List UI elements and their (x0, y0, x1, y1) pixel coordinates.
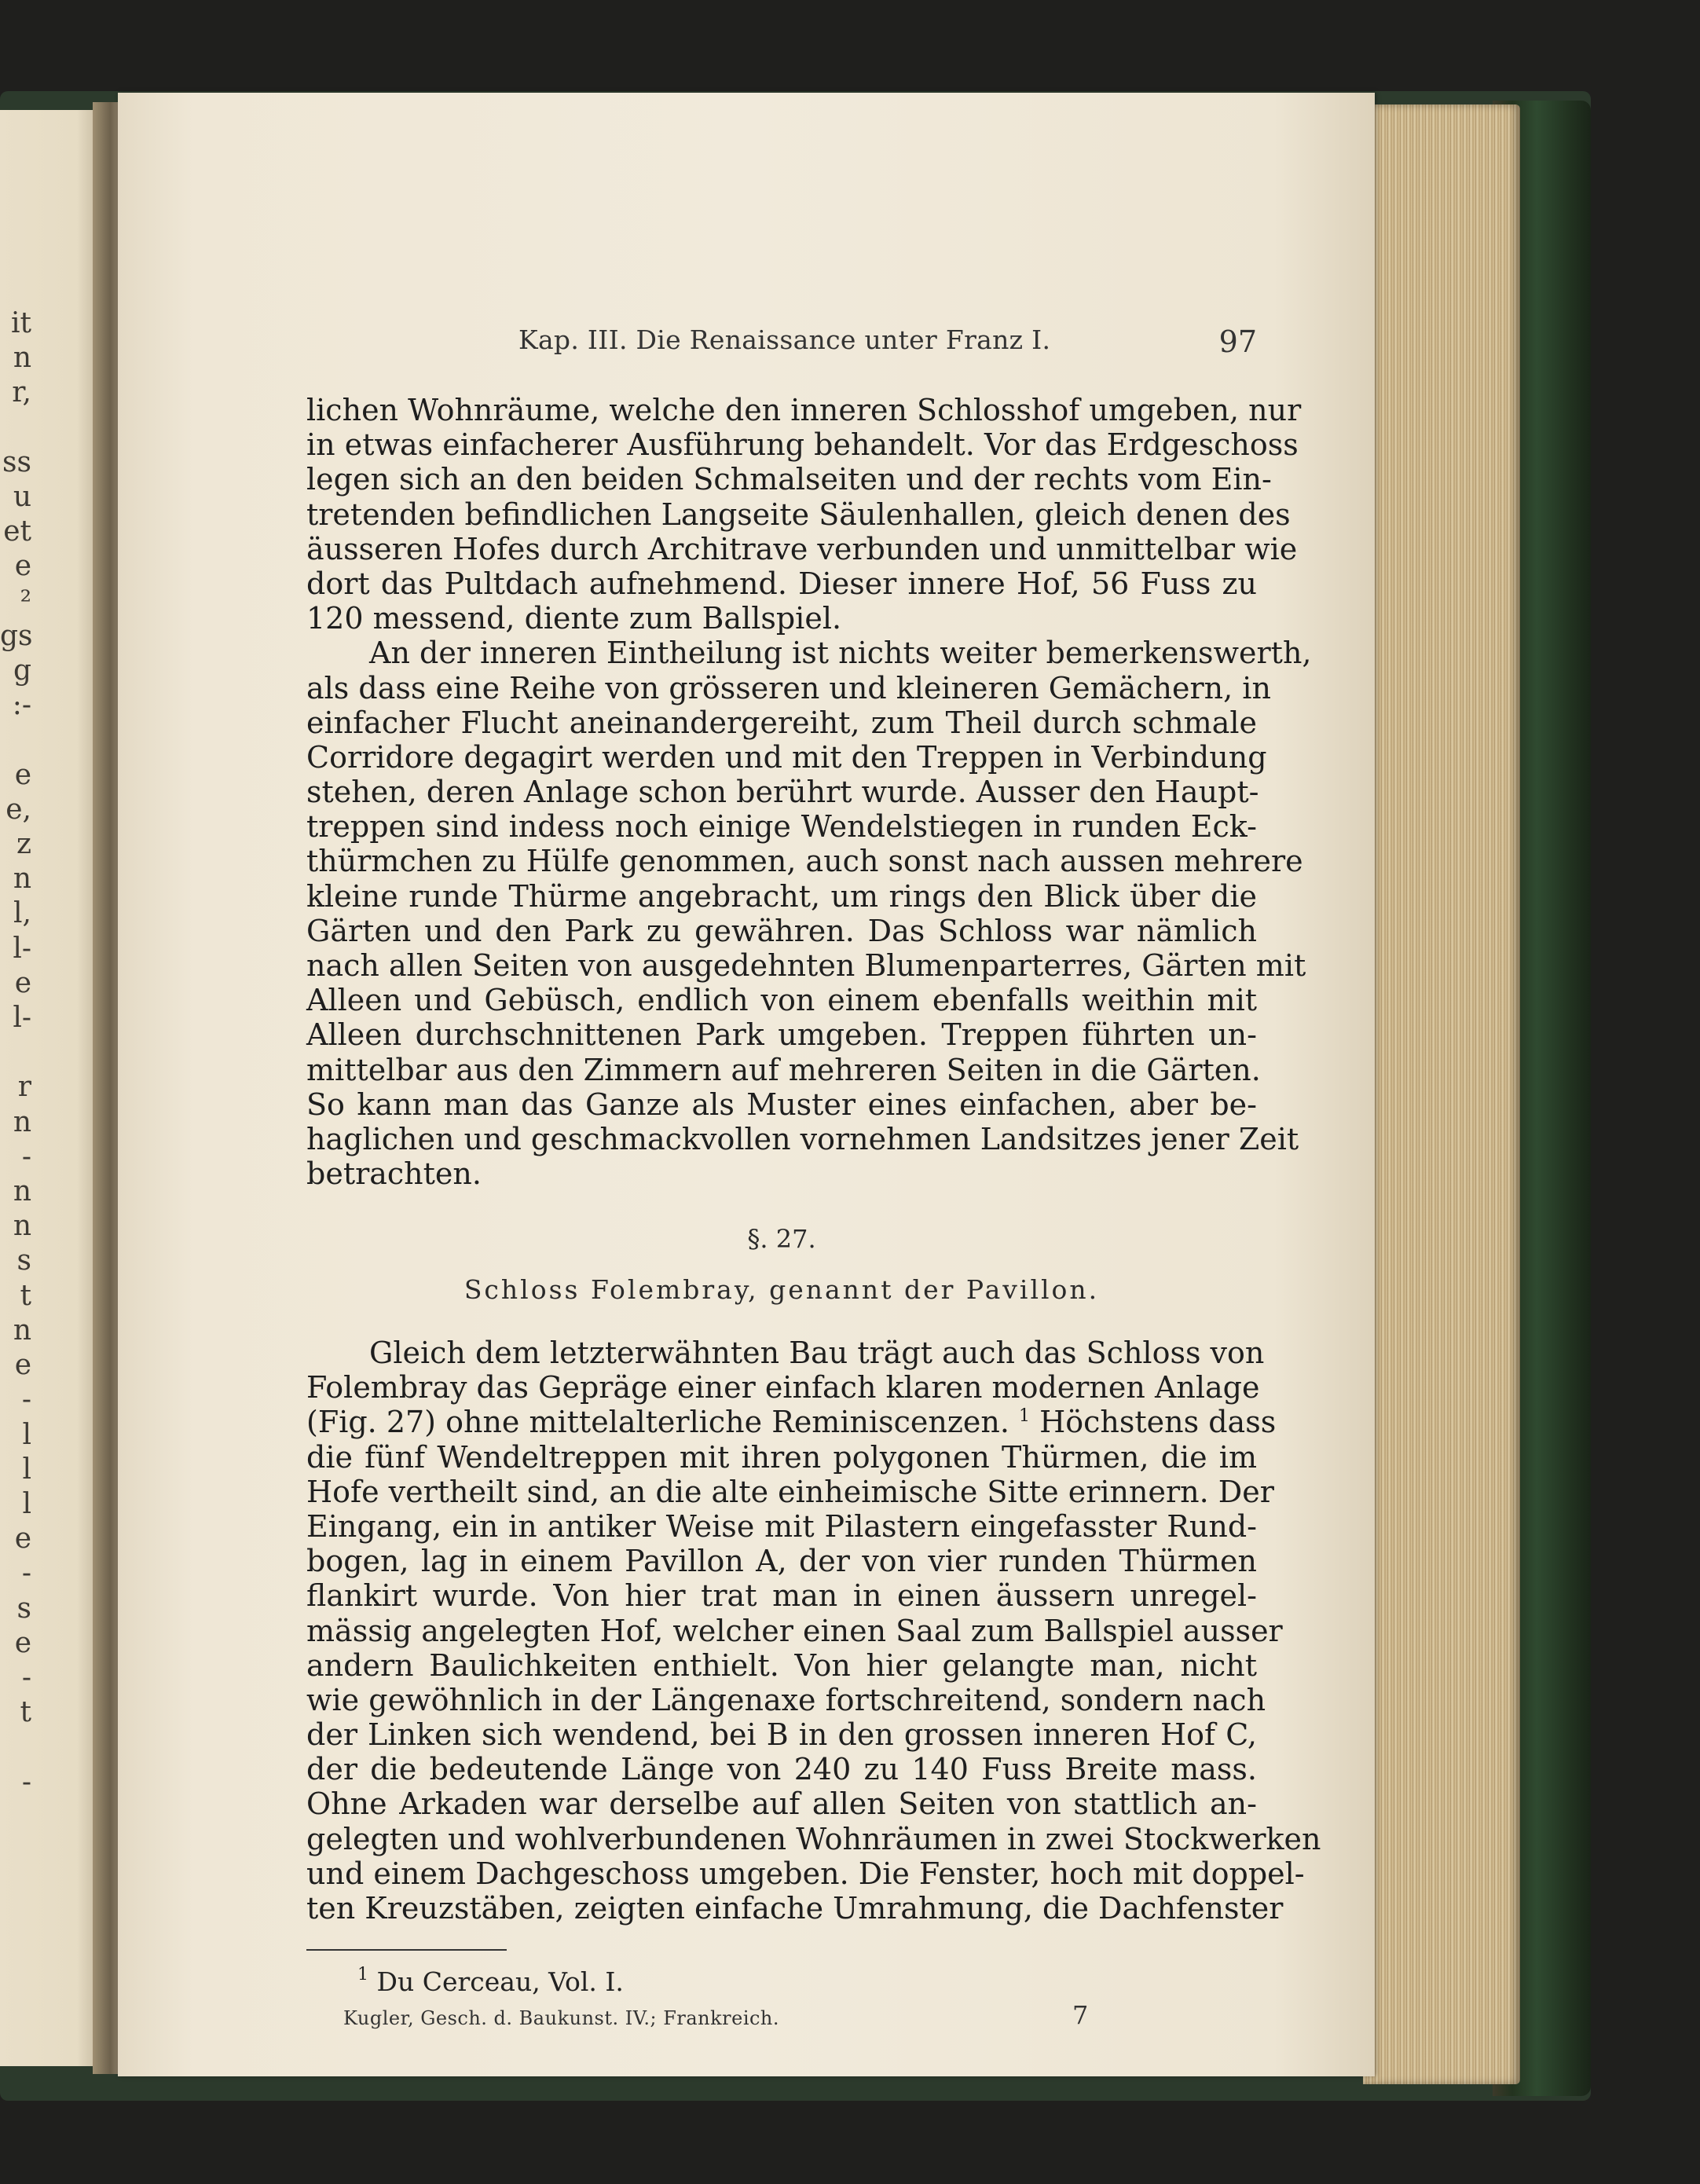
paragraph-1 (306, 393, 1302, 636)
text-line: wie gewöhnlich in der Längenaxe fortschreitend, sondern nach (306, 1682, 1266, 1717)
text-line: und einem Dachgeschoss umgeben. Die Fenster, hoch mit doppel- (306, 1856, 1305, 1891)
text-line-with-footnote (306, 1405, 1277, 1440)
printer-signature: Kugler, Gesch. d. Baukunst. IV.; Frankreich. (343, 2007, 780, 2029)
page-number: 97 (1218, 324, 1257, 359)
text-line-part: (Fig. 27) ohne mittelalterliche Reminiscenzen. (306, 1405, 1009, 1440)
text-line: lichen Wohnräume, welche den inneren Schlosshof umgeben, nur (306, 393, 1302, 427)
text-line: in etwas einfacherer Ausführung behandelt. Vor das Erdgeschoss (306, 427, 1299, 463)
text-line: tretenden befindlichen Langseite Säulenhallen, gleich denen des (306, 497, 1291, 532)
sheet-number: 7 (1072, 2000, 1089, 2030)
footnote-reference: 1 (1019, 1406, 1031, 1427)
footnote-marker: 1 (357, 1965, 368, 1984)
text-line: Ohne Arkaden war derselbe auf allen Seiten von stattlich an- (306, 1786, 1257, 1822)
text-line: legen sich an den beiden Schmalseiten und der rechts vom Ein- (306, 462, 1272, 497)
left-page-edge-text: it n r, ss u et e ² gs g :- e e, z n l, l- e l- r n - n n s t n e - l l l e - s e - t - (0, 307, 33, 1798)
text-line: betrachten. (306, 1156, 482, 1192)
text-line: Gärten und den Park zu gewähren. Das Schloss war nämlich (306, 913, 1257, 948)
text-line: bogen, lag in einem Pavillon A, der von vier runden Thürmen (306, 1544, 1257, 1579)
text-line: mittelbar aus den Zimmern auf mehreren Seiten in die Gärten. (306, 1052, 1261, 1087)
text-line: der die bedeutende Länge von 240 zu 140 Fuss Breite mass. (306, 1752, 1257, 1787)
running-head (518, 324, 1257, 359)
text-line: nach allen Seiten von ausgedehnten Blumenparterres, Gärten mit (306, 948, 1306, 983)
text-line: dort das Pultdach aufnehmend. Dieser innere Hof, 56 Fuss zu (306, 566, 1257, 601)
text-line: An der inneren Eintheilung ist nichts weiter bemerkenswerth, (369, 636, 1312, 671)
paragraph-2 (306, 636, 1312, 1192)
text-line: Gleich dem letzterwähnten Bau trägt auch das Schloss von (369, 1336, 1265, 1370)
body-text-bottom (306, 1336, 1321, 1926)
text-line: kleine runde Thürme angebracht, um rings den Blick über die (306, 878, 1257, 914)
body-text-top (306, 393, 1312, 1192)
text-line: thürmchen zu Hülfe genommen, auch sonst nach aussen mehrere (306, 844, 1303, 879)
text-line: einfacher Flucht aneinandergereiht, zum Theil durch schmale (306, 705, 1257, 740)
text-line: andern Baulichkeiten enthielt. Von hier gelangte man, nicht (306, 1647, 1257, 1683)
text-line: Alleen durchschnittenen Park umgeben. Treppen führten un- (306, 1017, 1257, 1053)
text-line: mässig angelegten Hof, welcher einen Saal zum Ballspiel ausser (306, 1613, 1283, 1648)
text-line: die fünf Wendeltreppen mit ihren polygonen Thürmen, die im (306, 1439, 1257, 1475)
text-line: haglichen und geschmackvollen vornehmen Landsitzes jener Zeit (306, 1121, 1299, 1156)
page-edges (1363, 104, 1520, 2084)
footnote (357, 1966, 624, 1997)
footnote-divider (306, 1949, 507, 1951)
text-line: stehen, deren Anlage schon berührt wurde. Ausser den Haupt- (306, 775, 1259, 810)
text-line: Hofe vertheilt sind, an die alte einheimische Sitte erinnern. Der (306, 1474, 1274, 1509)
text-line: Corridore degagirt werden und mit den Treppen in Verbindung (306, 739, 1267, 775)
text-line: 120 messend, diente zum Ballspiel. (306, 601, 842, 636)
text-line: ten Kreuzstäben, zeigten einfache Umrahmung, die Dachfenster (306, 1891, 1284, 1926)
text-line: So kann man das Ganze als Muster eines einfachen, aber be- (306, 1087, 1257, 1122)
footnote-text: Du Cerceau, Vol. I. (376, 1966, 624, 1997)
text-line: Folembray das Gepräge einer einfach klaren modernen Anlage (306, 1370, 1260, 1405)
section-title: Schloss Folembray, genannt der Pavillon. (463, 1274, 1100, 1305)
text-line: Eingang, ein in antiker Weise mit Pilastern eingefasster Rund- (306, 1508, 1257, 1544)
text-line: treppen sind indess noch einige Wendelstiegen in runden Eck- (306, 809, 1257, 845)
text-line: äusseren Hofes durch Architrave verbunden und unmittelbar wie (306, 531, 1298, 566)
text-line-part: Höchstens dass (1039, 1405, 1277, 1440)
section-number: §. 27. (747, 1224, 816, 1254)
running-head-title: Kap. III. Die Renaissance unter Franz I. (518, 324, 1051, 355)
text-line: als dass eine Reihe von grösseren und kleineren Gemächern, in (306, 670, 1271, 705)
text-line: der Linken sich wendend, bei B in den grossen inneren Hof C, (306, 1717, 1257, 1753)
text-line: gelegten und wohlverbundenen Wohnräumen in zwei Stockwerken (306, 1821, 1321, 1856)
text-line: Alleen und Gebüsch, endlich von einem ebenfalls weithin mit (306, 983, 1257, 1018)
text-line: flankirt wurde. Von hier trat man in einen äussern unregel- (306, 1578, 1257, 1614)
right-page (118, 93, 1375, 2076)
